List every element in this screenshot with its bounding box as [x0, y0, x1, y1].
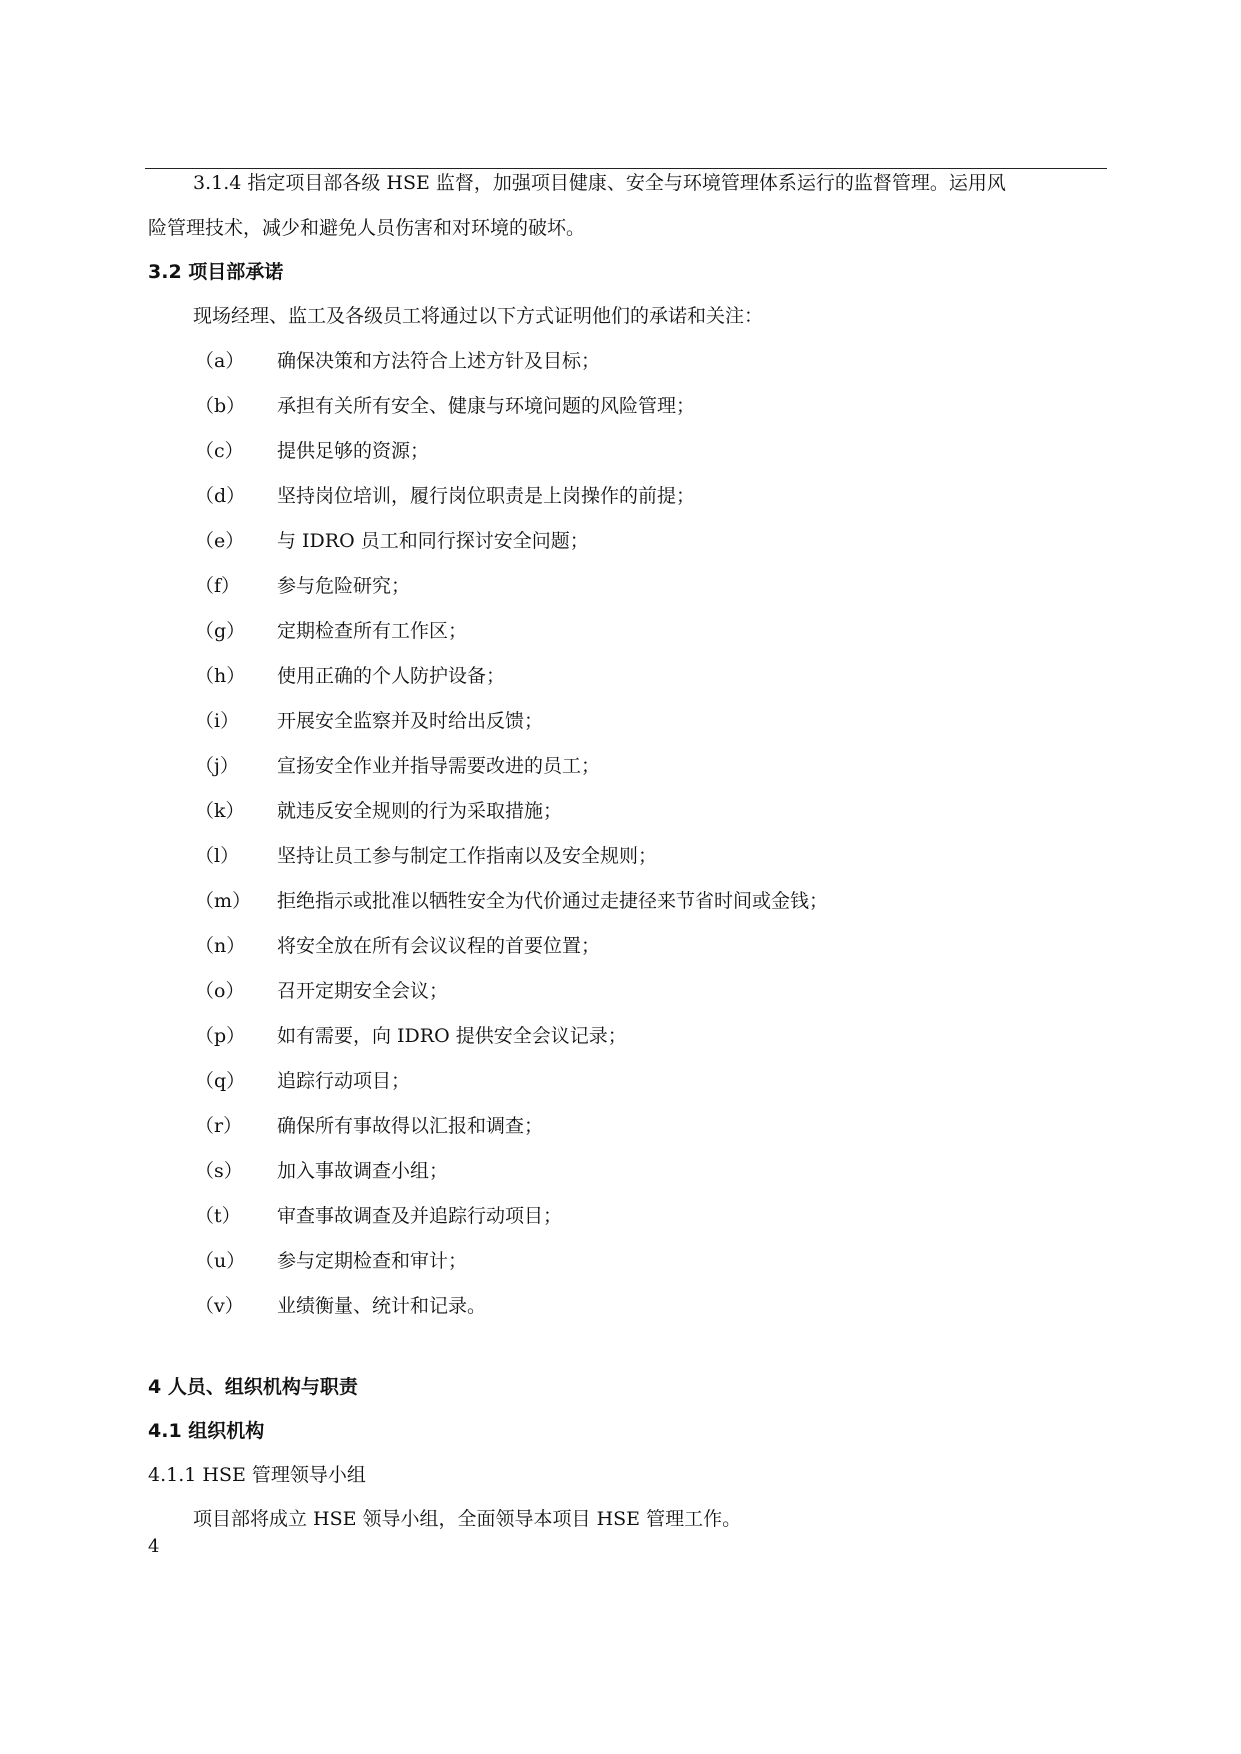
list-item-text: 确保所有事故得以汇报和调查；	[277, 1115, 544, 1137]
list-item-marker: （a）	[195, 350, 245, 372]
list-item-marker: （h）	[195, 665, 246, 687]
list-item-marker: （p）	[195, 1025, 246, 1047]
list-item-text: 审查事故调查及并追踪行动项目；	[277, 1205, 563, 1227]
list-item-marker: （q）	[195, 1070, 246, 1092]
list-item-text: 坚持让员工参与制定工作指南以及安全规则；	[277, 845, 658, 867]
list-item-text: 宣扬安全作业并指导需要改进的员工；	[277, 755, 601, 777]
list-item-text: 如有需要，向 IDRO 提供安全会议记录；	[277, 1025, 627, 1047]
list-item-text: 确保决策和方法符合上述方针及目标；	[277, 350, 601, 372]
section-heading-4-1: 4.1 组织机构	[148, 1420, 265, 1442]
section-heading-3-2: 3.2 项目部承诺	[148, 261, 284, 283]
list-item-marker: （b）	[195, 395, 246, 417]
page-number: 4	[148, 1536, 160, 1557]
list-item-marker: （j）	[195, 755, 239, 777]
list-item-marker: （s）	[195, 1160, 243, 1182]
section-3-2-intro: 现场经理、监工及各级员工将通过以下方式证明他们的承诺和关注：	[193, 305, 764, 327]
section-4-1-1-body: 项目部将成立 HSE 领导小组，全面领导本项目 HSE 管理工作。	[193, 1508, 742, 1530]
list-item-marker: （n）	[195, 935, 246, 957]
list-item-marker: （t）	[195, 1205, 241, 1227]
list-item-text: 参与定期检查和审计；	[277, 1250, 468, 1272]
section-heading-4-1-1: 4.1.1 HSE 管理领导小组	[148, 1464, 366, 1486]
list-item-marker: （c）	[195, 440, 244, 462]
list-item-text: 开展安全监察并及时给出反馈；	[277, 710, 544, 732]
list-item-marker: （l）	[195, 845, 240, 867]
list-item-marker: （i）	[195, 710, 240, 732]
paragraph-3-1-4-line2: 险管理技术，减少和避免人员伤害和对环境的破坏。	[148, 217, 586, 239]
list-item-text: 召开定期安全会议；	[277, 980, 449, 1002]
list-item-text: 使用正确的个人防护设备；	[277, 665, 506, 687]
list-item-text: 参与危险研究；	[277, 575, 411, 597]
list-item-marker: （r）	[195, 1115, 243, 1137]
section-heading-4: 4 人员、组织机构与职责	[148, 1376, 358, 1398]
list-item-marker: （g）	[195, 620, 246, 642]
list-item-text: 与 IDRO 员工和同行探讨安全问题；	[277, 530, 589, 552]
list-item-text: 业绩衡量、统计和记录。	[277, 1295, 487, 1317]
list-item-text: 拒绝指示或批准以牺牲安全为代价通过走捷径来节省时间或金钱；	[277, 890, 829, 912]
list-item-text: 将安全放在所有会议议程的首要位置；	[277, 935, 601, 957]
list-item-text: 定期检查所有工作区；	[277, 620, 468, 642]
list-item-text: 加入事故调查小组；	[277, 1160, 449, 1182]
list-item-marker: （f）	[195, 575, 241, 597]
list-item-marker: （k）	[195, 800, 245, 822]
list-item-text: 追踪行动项目；	[277, 1070, 411, 1092]
list-item-marker: （u）	[195, 1250, 246, 1272]
list-item-text: 承担有关所有安全、健康与环境问题的风险管理；	[277, 395, 696, 417]
list-item-text: 就违反安全规则的行为采取措施；	[277, 800, 563, 822]
header-rule	[145, 168, 1107, 169]
list-item-marker: （e）	[195, 530, 245, 552]
list-item-marker: （o）	[195, 980, 245, 1002]
list-item-marker: （v）	[195, 1295, 244, 1317]
list-item-marker: （m）	[195, 890, 252, 912]
list-item-marker: （d）	[195, 485, 246, 507]
list-item-text: 提供足够的资源；	[277, 440, 430, 462]
list-item-text: 坚持岗位培训，履行岗位职责是上岗操作的前提；	[277, 485, 696, 507]
paragraph-3-1-4-line1: 3.1.4 指定项目部各级 HSE 监督，加强项目健康、安全与环境管理体系运行的监督管理。运用风	[193, 172, 1006, 194]
